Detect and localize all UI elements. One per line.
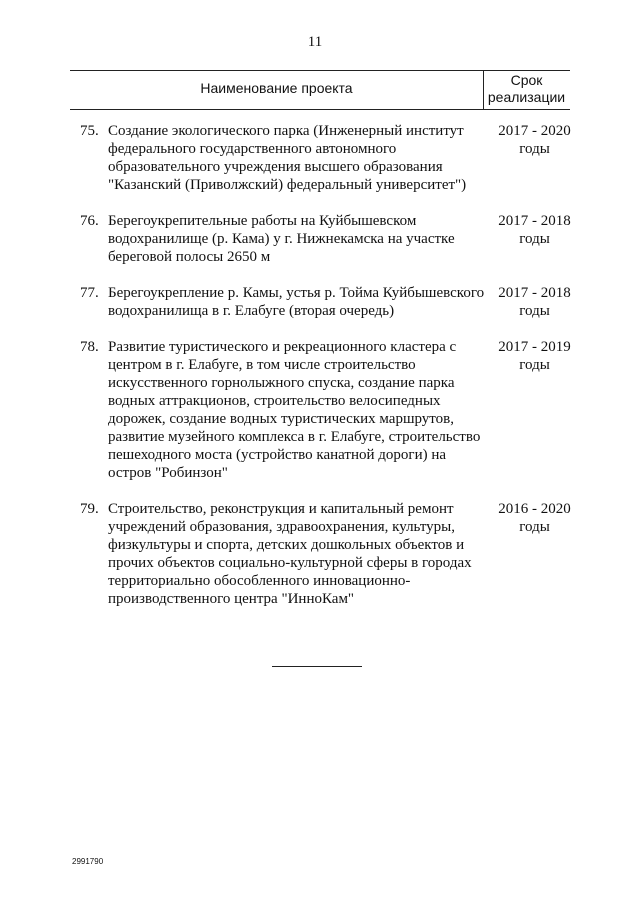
row-period: 2017 - 2020 [498,123,571,139]
row-unit: годы [519,519,550,535]
row-period: 2016 - 2020 [498,501,571,517]
row-number: 76. [80,213,99,229]
row-term [488,212,575,266]
row-unit: годы [519,357,550,373]
row-unit: годы [519,141,550,157]
row-term [488,122,575,194]
row-number: 78. [80,339,99,355]
document-code: 2991790 [72,857,104,866]
row-project-name: Берегоукрепительные работы на Куйбышевском водохранилище (р. Кама) у г. Нижнекамска на участке береговой полосы 2650 м [108,213,455,265]
header-term-line1: Срок [510,72,543,88]
page-number: 11 [307,34,323,50]
table-row [80,284,575,320]
row-project-name: Строительство, реконструкция и капитальный ремонт учреждений образования, здравоохранения, культуры, физкультуры и спорта, детских дошкольных объектов и прочих объектов социально-культурной сферы в городах территориально обособленного инновационно-производственного центра "ИнноКам" [108,501,472,607]
header-project-name: Наименование проекта [200,80,353,96]
row-project-name: Развитие туристического и рекреационного кластера с центром в г. Елабуге, в том числе строительство искусственного горнолыжного спуска, создание парка водных аттракционов, строительство велосипедных дорожек, создание водных туристических маршрутов, развитие музейного комплекса в г. Елабуге, строительство пешеходного моста (устройство канатной дороги) на остров "Робинзон" [108,339,481,481]
row-period: 2017 - 2018 [498,213,571,229]
table-body [80,122,575,608]
row-unit: годы [519,231,550,247]
row-number: 77. [80,285,99,301]
header-term-line2: реализации [487,89,566,105]
table-row [80,500,575,608]
column-divider [483,70,484,109]
row-unit: годы [519,303,550,319]
table-row [80,338,575,482]
row-period: 2017 - 2018 [498,285,571,301]
row-number: 75. [80,123,99,139]
table-header [70,70,570,110]
row-project-name: Берегоукрепление р. Камы, устья р. Тойма Куйбышевского водохранилища в г. Елабуге (вторая очередь) [108,285,485,319]
row-period: 2017 - 2019 [498,339,571,355]
table-row [80,212,575,266]
header-term [483,72,570,106]
row-term [488,284,575,320]
row-term [488,338,575,482]
row-number: 79. [80,501,99,517]
table-row [80,122,575,194]
row-term [488,500,575,608]
closing-rule [272,666,362,667]
row-project-name: Создание экологического парка (Инженерный институт федерального государственного автономного образовательного учреждения высшего образования "Казанский (Приволжский) федеральный университет") [108,123,467,193]
